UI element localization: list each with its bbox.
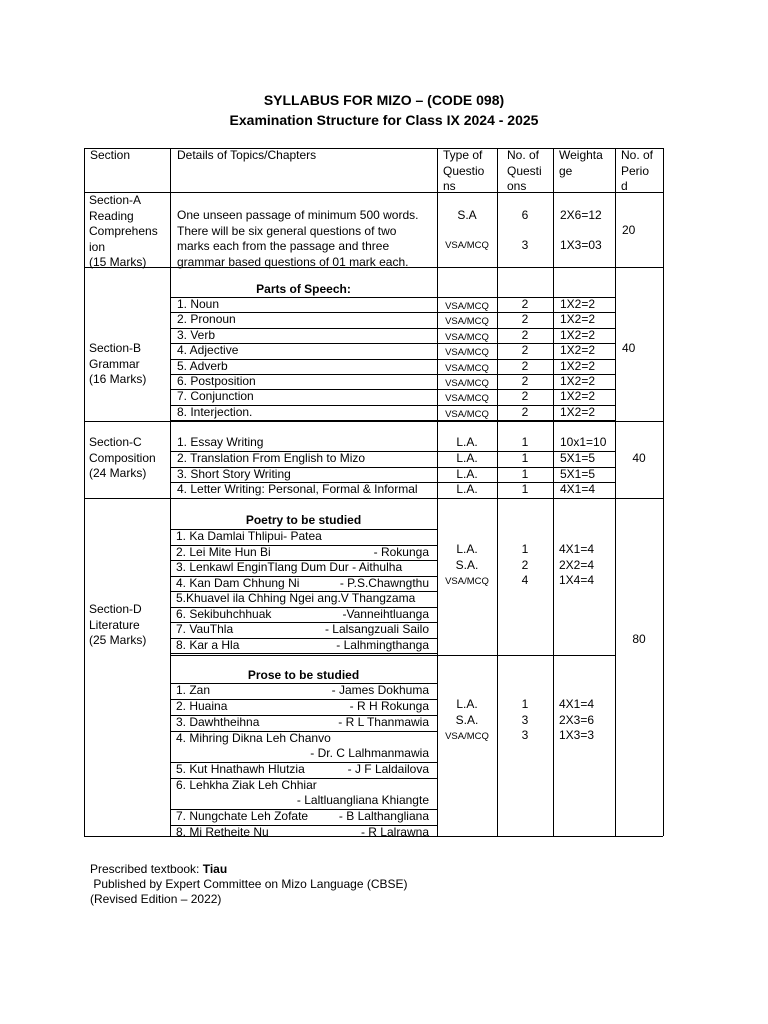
grammar-num: 2 — [521, 374, 529, 388]
grammar-weight: 1X2=2 — [560, 405, 596, 419]
grammar-type: VSA/MCQ — [445, 332, 489, 343]
prose-author: - J F Laldailova — [347, 762, 429, 776]
section-d-label: Section-D Literature (25 Marks) — [89, 602, 147, 647]
prose-author: - R Lalrawna — [360, 825, 429, 839]
grammar-weight: 1X2=2 — [560, 312, 596, 326]
prose-weights: 4X1=4 2X3=6 1X3=3 — [559, 697, 595, 742]
type-line: VSA/MCQ — [445, 731, 489, 742]
poetry-types — [437, 542, 497, 590]
textbook-name: Tiau — [202, 862, 228, 876]
col-divider-weight — [615, 148, 616, 836]
grammar-weight: 1X2=2 — [560, 328, 596, 342]
prose-author: - R L Thanmawia — [338, 715, 429, 729]
grammar-type: VSA/MCQ — [445, 301, 489, 312]
prose-types — [437, 697, 497, 745]
composition-weight: 5X1=5 — [560, 467, 596, 481]
composition-num: 1 — [521, 435, 529, 449]
grammar-num: 2 — [521, 359, 529, 373]
section-b-label: Section-B Grammar (16 Marks) — [89, 341, 147, 386]
grammar-item: 6. Postposition — [177, 374, 256, 388]
prose-author: - R H Rokunga — [349, 699, 429, 713]
grammar-item: 5. Adverb — [177, 359, 228, 373]
poetry-prose-divider — [170, 655, 615, 656]
grammar-num: 2 — [521, 312, 529, 326]
composition-type: L.A. — [456, 435, 478, 449]
composition-type: L.A. — [456, 467, 478, 481]
section-b-period: 40 — [622, 341, 636, 355]
grammar-num: 2 — [521, 328, 529, 342]
page-title: SYLLABUS FOR MIZO – (CODE 098) — [263, 92, 505, 108]
page-subtitle: Examination Structure for Class IX 2024 - 2025 — [229, 112, 539, 128]
poem-author: - Lalsangzuali Sailo — [324, 622, 429, 636]
composition-weight: 5X1=5 — [560, 451, 596, 465]
table-right-border — [663, 148, 664, 836]
poetry-weights: 4X1=4 2X2=4 1X4=4 — [559, 542, 595, 587]
section-a-details: One unseen passage of minimum 500 words. There will be six general questions of two marks each from the passage and three grammar based questions of 01 mark each. — [177, 208, 419, 269]
poem-title: 1. Ka Damlai Thlipui- Patea — [176, 529, 322, 543]
prose-title: 2. Huaina — [176, 699, 228, 713]
poem-author: - Rokunga — [373, 545, 429, 559]
table-left-border — [84, 148, 85, 836]
grammar-item: 8. Interjection. — [177, 405, 253, 419]
grammar-type: VSA/MCQ — [445, 393, 489, 404]
section-a-num-1: 6 — [521, 208, 529, 222]
poetry-row-rule-end — [170, 653, 437, 654]
section-c-period: 40 — [632, 451, 646, 465]
poem-title: 6. Sekibuhchhuak — [176, 607, 272, 621]
section-c-bottom-rule — [84, 498, 663, 499]
prose-title: 5. Kut Hnathawh Hlutzia — [176, 762, 305, 776]
prose-title: 3. Dawhtheihna — [176, 715, 260, 729]
composition-weight: 10x1=10 — [560, 435, 607, 449]
poem-title: 7. VauThla — [176, 622, 234, 636]
grammar-type: VSA/MCQ — [445, 347, 489, 358]
composition-item: 4. Letter Writing: Personal, Formal & Informal — [177, 482, 418, 496]
prose-title: 7. Nungchate Leh Zofate — [176, 809, 309, 823]
composition-item: 3. Short Story Writing — [177, 467, 291, 481]
poetry-nums: 1 2 4 — [521, 542, 529, 587]
grammar-weight: 1X2=2 — [560, 343, 596, 357]
section-b-heading: Parts of Speech: — [256, 282, 351, 296]
header-bottom-rule — [84, 192, 663, 193]
composition-item: 2. Translation From English to Mizo — [177, 451, 366, 465]
prose-title: 4. Mihring Dikna Leh Chanvo — [176, 731, 331, 745]
poem-title: 2. Lei Mite Hun Bi — [176, 545, 271, 559]
poem-author: - Lalhmingthanga — [336, 638, 429, 652]
grammar-item: 2. Pronoun — [177, 312, 236, 326]
grammar-item: 7. Conjunction — [177, 389, 254, 403]
prose-title: 8. Mi Retheite Nu — [176, 825, 269, 839]
composition-weight: 4X1=4 — [560, 482, 596, 496]
composition-item: 1. Essay Writing — [177, 435, 264, 449]
prose-nums: 1 3 3 — [521, 697, 529, 742]
grammar-weight: 1X2=2 — [560, 359, 596, 373]
col-divider-num — [553, 148, 554, 836]
grammar-item: 1. Noun — [177, 297, 220, 311]
poem-author: - P.S.Chawngthu — [339, 576, 429, 590]
col-divider-section — [170, 148, 171, 836]
grammar-type: VSA/MCQ — [445, 378, 489, 389]
prose-author: - Laltluangliana Khiangte — [296, 793, 429, 807]
composition-num: 1 — [521, 451, 529, 465]
header-section: Section — [90, 148, 131, 162]
grammar-weight: 1X2=2 — [560, 374, 596, 388]
poem-title: 5.Khuavel ila Chhing Ngei ang.V Thangzama — [176, 591, 416, 605]
type-line: L.A. — [456, 542, 478, 556]
section-a-type-2: VSA/MCQ — [445, 240, 489, 251]
header-num: No. of Questi ons — [507, 148, 542, 193]
composition-num: 1 — [521, 467, 529, 481]
section-b-bottom-rule — [84, 421, 663, 422]
composition-type: L.A. — [456, 482, 478, 496]
footer-publisher: Published by Expert Committee on Mizo Language (CBSE) — [90, 877, 408, 891]
poem-title: 4. Kan Dam Chhung Ni — [176, 576, 300, 590]
prose-author: - B Lalthangliana — [338, 809, 429, 823]
textbook-label: Prescribed textbook: — [90, 862, 203, 876]
grammar-weight: 1X2=2 — [560, 297, 596, 311]
header-weight: Weighta ge — [559, 148, 603, 178]
section-d-period: 80 — [632, 632, 646, 646]
prose-heading: Prose to be studied — [247, 668, 360, 682]
grammar-type: VSA/MCQ — [445, 316, 489, 327]
grammar-num: 2 — [521, 343, 529, 357]
type-line: L.A. — [456, 697, 478, 711]
grammar-type: VSA/MCQ — [445, 363, 489, 374]
prose-author: - Dr. C Lalhmanmawia — [310, 746, 429, 760]
poem-author: -Vanneihtluanga — [342, 607, 429, 621]
poem-title: 3. Lenkawl EnginTlang Dum Dur - Aithulha — [176, 560, 403, 574]
grammar-num: 2 — [521, 297, 529, 311]
grammar-weight: 1X2=2 — [560, 389, 596, 403]
grammar-type: VSA/MCQ — [445, 409, 489, 420]
grammar-num: 2 — [521, 389, 529, 403]
footer-edition: (Revised Edition – 2022) — [90, 892, 222, 906]
prose-author: - James Dokhuma — [331, 683, 429, 697]
section-a-bottom-rule — [84, 267, 663, 268]
section-a-period: 20 — [622, 223, 636, 237]
poetry-heading: Poetry to be studied — [245, 513, 362, 527]
section-c-label: Section-C Composition (24 Marks) — [89, 435, 156, 480]
header-period: No. of Perio d — [621, 148, 654, 193]
section-a-type-1: S.A — [457, 208, 477, 222]
grammar-num: 2 — [521, 405, 529, 419]
composition-type: L.A. — [456, 451, 478, 465]
section-a-weight-1: 2X6=12 — [560, 208, 602, 222]
header-type: Type of Questio ns — [443, 148, 485, 193]
prose-title: 1. Zan — [176, 683, 211, 697]
prose-title: 6. Lehkha Ziak Leh Chhiar — [176, 778, 317, 792]
composition-num: 1 — [521, 482, 529, 496]
section-a-weight-2: 1X3=03 — [560, 238, 602, 252]
section-a-num-2: 3 — [521, 238, 529, 252]
type-line: S.A. — [455, 712, 479, 727]
section-a-label: Section-A Reading Comprehens ion (15 Marks) — [89, 193, 158, 269]
grammar-item: 4. Adjective — [177, 343, 239, 357]
type-line: VSA/MCQ — [445, 576, 489, 587]
poem-title: 8. Kar a Hla — [176, 638, 240, 652]
footer-textbook — [90, 862, 227, 877]
header-details: Details of Topics/Chapters — [177, 148, 317, 162]
type-line: S.A. — [455, 557, 479, 572]
grammar-item: 3. Verb — [177, 328, 216, 342]
